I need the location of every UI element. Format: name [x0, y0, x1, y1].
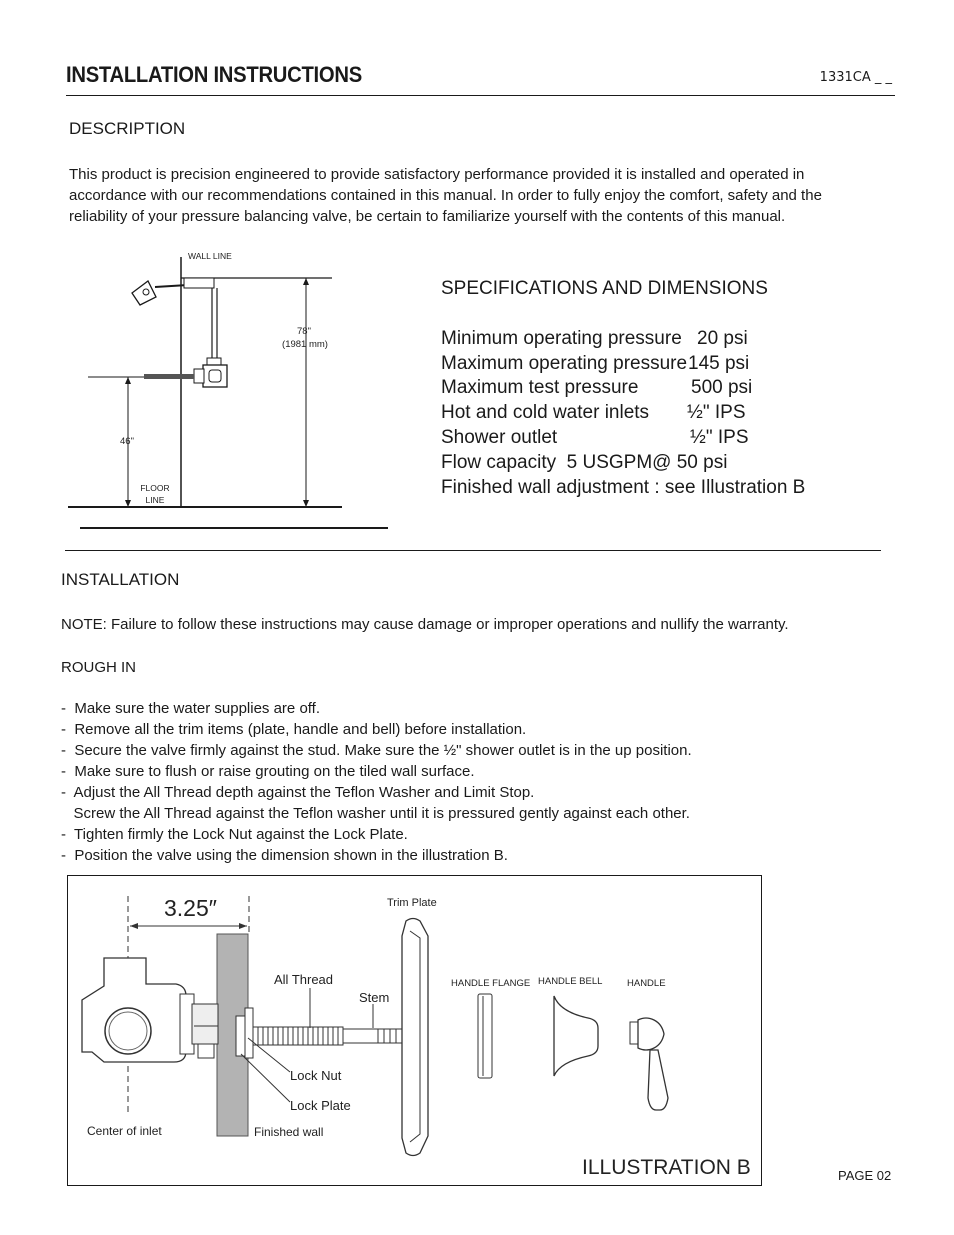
handle-bell-icon — [554, 996, 598, 1076]
description-text — [69, 164, 869, 227]
all-thread-label: All Thread — [274, 972, 334, 987]
shower-height-mm-label: (1981 mm) — [282, 339, 328, 350]
spec-value: 20 psi — [697, 327, 748, 349]
valve-flange — [194, 369, 204, 383]
handle-flange-label: HANDLE FLANGE — [451, 978, 531, 989]
rough-in-step: - Make sure to flush or raise grouting on the tiled wall surface. — [61, 763, 475, 780]
lock-nut — [245, 1008, 253, 1058]
page-title: INSTALLATION INSTRUCTIONS — [66, 62, 362, 87]
spec-value: ½" IPS — [690, 426, 749, 448]
installation-note: NOTE: Failure to follow these instructions may cause damage or improper operations and nullify the warranty. — [61, 616, 789, 633]
lock-nut-label: Lock Nut — [290, 1068, 342, 1083]
spec-label: Maximum test pressure — [441, 377, 639, 399]
shower-arm — [155, 285, 188, 287]
rough-in-step: - Secure the valve firmly against the stud. Make sure the ½" shower outlet is in the up position. — [61, 742, 692, 759]
lock-plate-label: Lock Plate — [290, 1098, 351, 1113]
spec-label: Flow capacity 5 USGPM@ 50 psi — [441, 451, 728, 473]
handle-knob-icon — [638, 1018, 664, 1050]
valve-outlet — [198, 1044, 214, 1058]
rough-in-step: - Make sure the water supplies are off. — [61, 700, 321, 717]
valve-height-label: 46" — [120, 436, 134, 447]
arrow-right-icon — [239, 923, 247, 929]
description-line: reliability of your pressure balancing valve, be certain to familiarize yourself with the contents of this manual. — [69, 208, 786, 225]
inlet-port-icon — [105, 1008, 151, 1054]
rough-in-steps — [61, 698, 692, 866]
stem-label: Stem — [359, 990, 390, 1005]
rough-in-step: - Tighten firmly the Lock Nut against the Lock Plate. — [61, 826, 408, 843]
trim-plate-icon — [402, 919, 428, 1156]
valve-body-icon — [203, 365, 227, 387]
installation-heading: INSTALLATION — [61, 570, 180, 589]
section-rule — [65, 550, 881, 551]
handle-collar — [630, 1022, 638, 1044]
rough-in-step: - Remove all the trim items (plate, handle and bell) before installation. — [61, 721, 527, 738]
floor-line-label: FLOOR — [140, 483, 170, 493]
description-line: accordance with our recommendations contained in this manual. In order to fully enjoy the comfort, safety and the — [69, 187, 822, 204]
handle-bell-label: HANDLE BELL — [538, 976, 603, 987]
dimension-diagram — [60, 245, 400, 535]
arrow-left-icon — [130, 923, 138, 929]
spec-label: Minimum operating pressure — [441, 327, 682, 349]
description-heading: DESCRIPTION — [69, 119, 186, 138]
valve-cartridge — [192, 1004, 218, 1044]
shower-height-label: 78" — [297, 326, 311, 337]
dimension-label: 3.25″ — [164, 895, 217, 921]
trim-plate-label: Trim Plate — [387, 897, 437, 909]
arrow-down-icon — [303, 500, 309, 507]
arrow-up-icon — [303, 278, 309, 285]
rough-in-step: - Position the valve using the dimension shown in the illustration B. — [61, 847, 508, 864]
floor-line-label: LINE — [145, 495, 165, 505]
spec-label: Shower outlet — [441, 426, 558, 448]
stem-icon — [343, 1029, 403, 1043]
shower-head-icon — [132, 281, 156, 305]
arrow-down-icon — [125, 500, 131, 507]
illustration-b — [67, 875, 762, 1186]
spec-label: Maximum operating pressure — [441, 352, 688, 374]
spec-label: Hot and cold water inlets — [441, 402, 650, 424]
description-line: This product is precision engineered to provide satisfactory performance provided it is installed and operated in — [69, 166, 805, 183]
valve-stem-thread — [144, 374, 194, 379]
rough-in-step: Screw the All Thread against the Teflon washer until it is pressured gently against each other. — [61, 805, 690, 822]
specifications-heading: SPECIFICATIONS AND DIMENSIONS — [441, 278, 768, 299]
handle-label: HANDLE — [627, 978, 666, 989]
spec-label: Finished wall adjustment : see Illustration B — [441, 476, 806, 498]
finished-wall-label: Finished wall — [254, 1125, 324, 1139]
spec-value: ½" IPS — [687, 402, 746, 424]
wall-line-label: WALL LINE — [188, 251, 232, 261]
rough-in-heading: ROUGH IN — [61, 659, 136, 676]
handle-lever-icon — [648, 1050, 668, 1110]
header-rule — [66, 95, 895, 96]
illustration-title: ILLUSTRATION B — [582, 1156, 751, 1179]
page-number: PAGE 02 — [838, 1168, 892, 1183]
document-code: 1331CA _ _ — [819, 70, 892, 85]
center-of-inlet-label: Center of inlet — [87, 1124, 162, 1138]
rough-in-step: - Adjust the All Thread depth against the Teflon Washer and Limit Stop. — [61, 784, 535, 801]
arrow-up-icon — [125, 377, 131, 384]
illustration-b-drawing — [68, 876, 761, 1185]
spec-value: 500 psi — [691, 377, 753, 399]
handle-flange-icon — [478, 994, 492, 1078]
spec-value: 145 psi — [688, 352, 750, 374]
elbow-fitting — [184, 278, 214, 288]
